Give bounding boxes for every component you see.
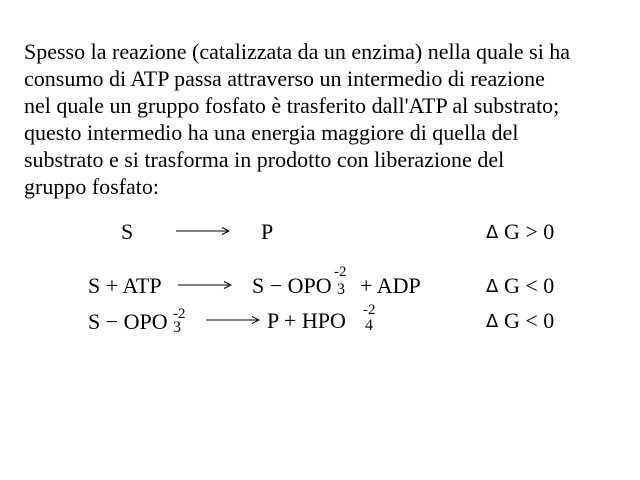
delta-icon: Δ [486, 311, 499, 332]
delta-icon: Δ [486, 276, 499, 297]
reaction-2-reactant: S + ATP [88, 273, 162, 298]
reaction-1-reactant: S [121, 219, 134, 244]
paragraph-line: nel quale un gruppo fosfato è trasferito dall'ATP al substrato; [24, 93, 560, 118]
paragraph-line: Spesso la reazione (catalizzata da un enzima) nella quale si ha [24, 39, 571, 64]
right-arrow-icon [206, 315, 260, 325]
reaction-3-reactant-subscript: 3 [173, 319, 181, 336]
right-arrow-icon [176, 226, 230, 236]
paragraph-line: questo intermedio ha una energia maggiore di quella del [24, 120, 519, 145]
reaction-3-reactant-formula: S − OPO [88, 309, 168, 334]
reaction-1-product: P [261, 219, 274, 244]
paragraph-line: substrato e si trasforma in prodotto con liberazione del [24, 147, 505, 172]
reaction-3-product-charge: -2 [363, 302, 376, 318]
reaction-3-reactant-charge: -2 [173, 306, 186, 322]
delta-icon: Δ [486, 222, 499, 243]
reaction-2-product-formula: S − OPO [252, 273, 332, 298]
intro-paragraph [24, 38, 624, 200]
reaction-2-product-suffix: + ADP [360, 273, 421, 298]
right-arrow-icon [178, 280, 232, 290]
reaction-3-energy: G < 0 [504, 308, 555, 333]
paragraph-line: gruppo fosfato: [24, 174, 160, 199]
paragraph-line: consumo di ATP passa attraverso un intermedio di reazione [24, 66, 545, 91]
reaction-2-energy: G < 0 [504, 273, 555, 298]
reaction-2-product-charge: -2 [334, 264, 347, 280]
reaction-3-product-subscript: 4 [365, 317, 373, 334]
reaction-1-energy: G > 0 [504, 219, 555, 244]
reaction-2-product-subscript: 3 [337, 281, 345, 298]
reaction-3-product-formula: P + HPO [267, 308, 346, 333]
